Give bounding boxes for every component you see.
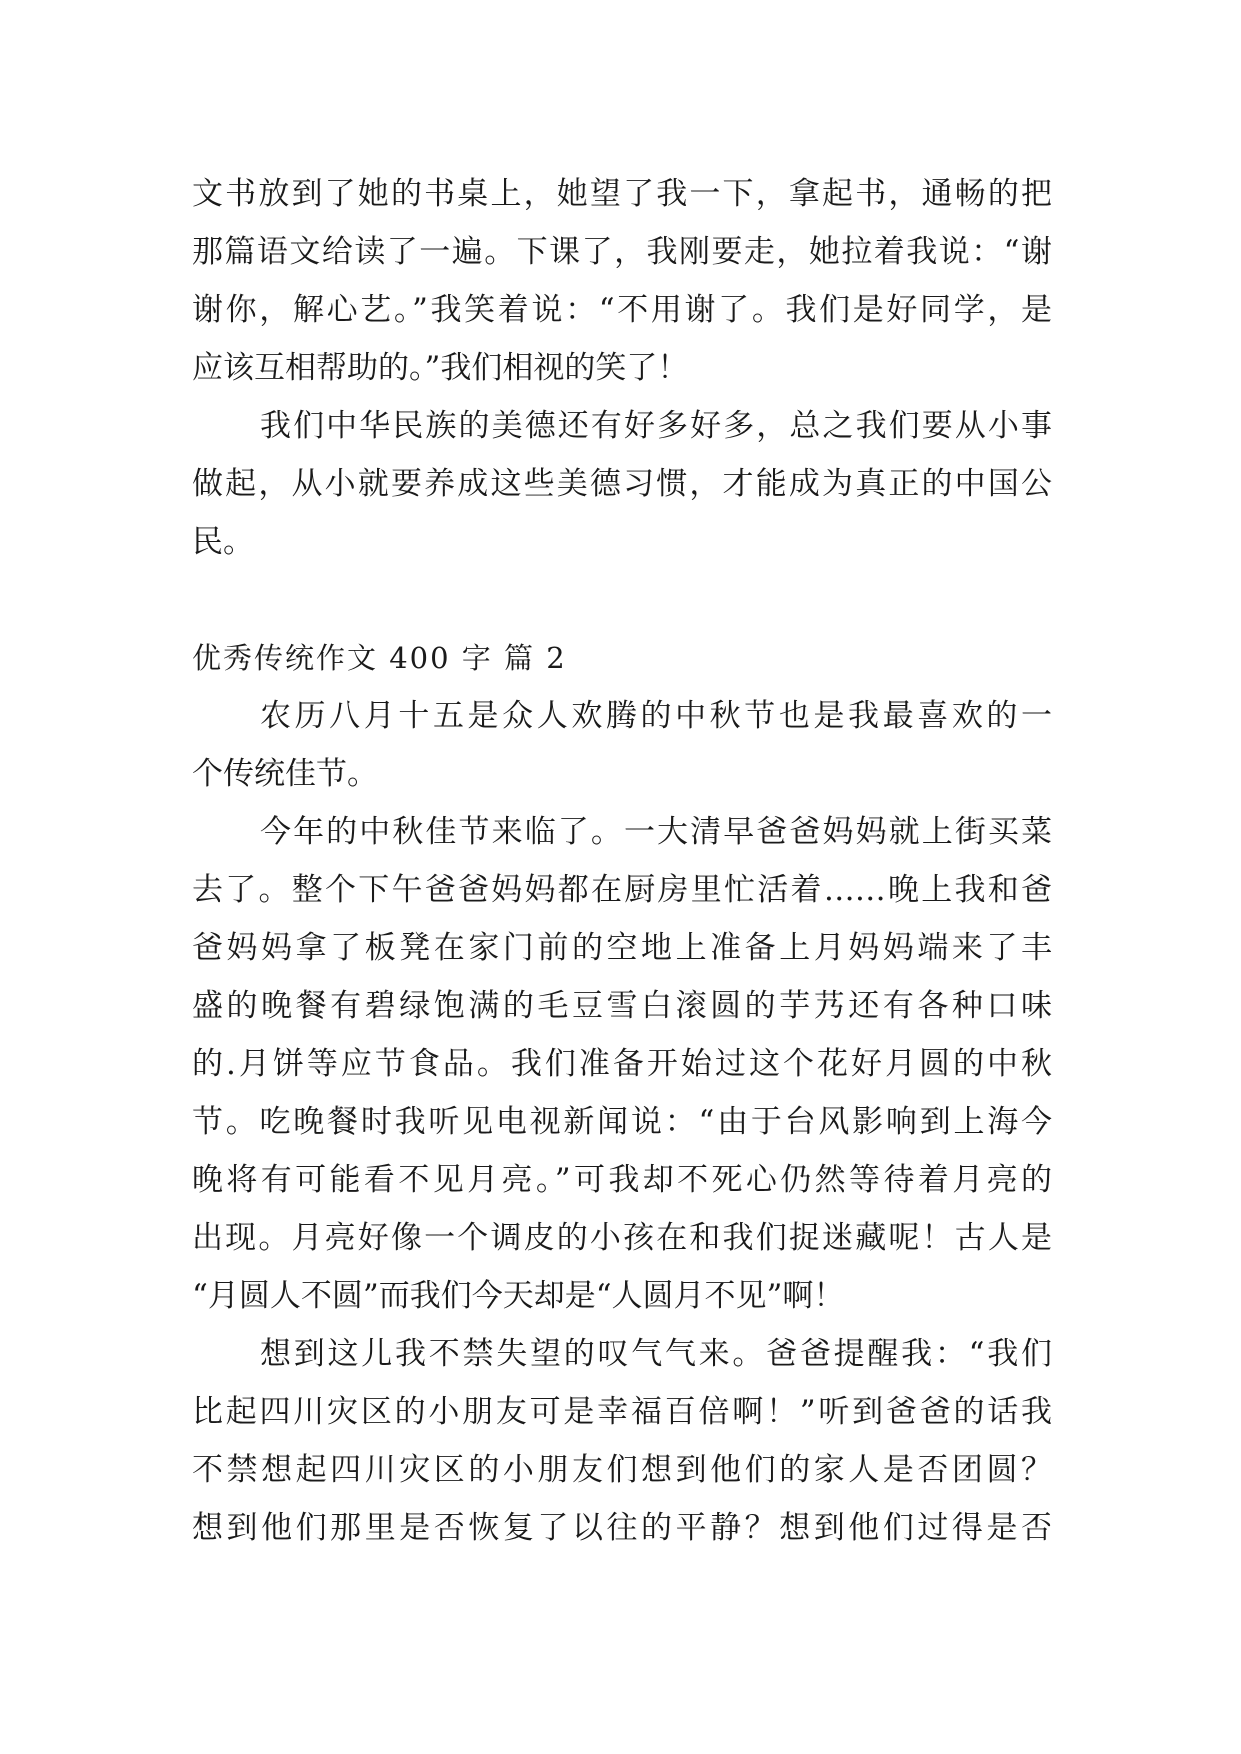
paragraph-line: “月圆人不圆”而我们今天却是“人圆月不见”啊！ [192,1278,845,1314]
paragraph-line: 比起四川灾区的小朋友可是幸福百倍啊！”听到爸爸的话我 [192,1394,1052,1430]
paragraph-line: 我们中华民族的美德还有好多好多，总之我们要从小事 [260,408,1052,444]
paragraph-line: 文书放到了她的书桌上，她望了我一下，拿起书，通畅的把 [192,176,1052,212]
paragraph-line: 晚将有可能看不见月亮。”可我却不死心仍然等待着月亮的 [192,1162,1052,1198]
paragraph-line: 那篇语文给读了一遍。下课了，我刚要走，她拉着我说：“谢 [192,234,1052,270]
paragraph-line: 民。 [192,524,254,560]
paragraph-line: 的.月饼等应节食品。我们准备开始过这个花好月圆的中秋 [192,1046,1052,1082]
paragraph-line: 出现。月亮好像一个调皮的小孩在和我们捉迷藏呢！古人是 [192,1220,1052,1256]
paragraph-line: 爸妈妈拿了板凳在家门前的空地上准备上月妈妈端来了丰 [192,930,1052,966]
paragraph-line: 盛的晚餐有碧绿饱满的毛豆雪白滚圆的芋艿还有各种口味 [192,988,1052,1024]
paragraph-line: 不禁想起四川灾区的小朋友们想到他们的家人是否团圆？ [192,1452,1052,1488]
paragraph-line: 节。吃晚餐时我听见电视新闻说：“由于台风影响到上海今 [192,1104,1052,1140]
paragraph-line: 今年的中秋佳节来临了。一大清早爸爸妈妈就上街买菜 [260,814,1052,850]
paragraph-line: 想到这儿我不禁失望的叹气气来。爸爸提醒我：“我们 [260,1336,1052,1372]
paragraph-line: 个传统佳节。 [192,756,378,792]
paragraph-line: 做起，从小就要养成这些美德习惯，才能成为真正的中国公 [192,466,1052,502]
paragraph-line: 应该互相帮助的。”我们相视的笑了！ [192,350,689,386]
paragraph-line: 想到他们那里是否恢复了以往的平静？想到他们过得是否 [192,1510,1052,1546]
paragraph-line: 去了。整个下午爸爸妈妈都在厨房里忙活着……晚上我和爸 [192,872,1052,908]
section-heading: 优秀传统作文 400 字 篇 2 [192,641,567,675]
paragraph-line: 谢你，解心艺。”我笑着说：“不用谢了。我们是好同学，是 [192,292,1052,328]
paragraph-line: 农历八月十五是众人欢腾的中秋节也是我最喜欢的一 [260,698,1052,734]
